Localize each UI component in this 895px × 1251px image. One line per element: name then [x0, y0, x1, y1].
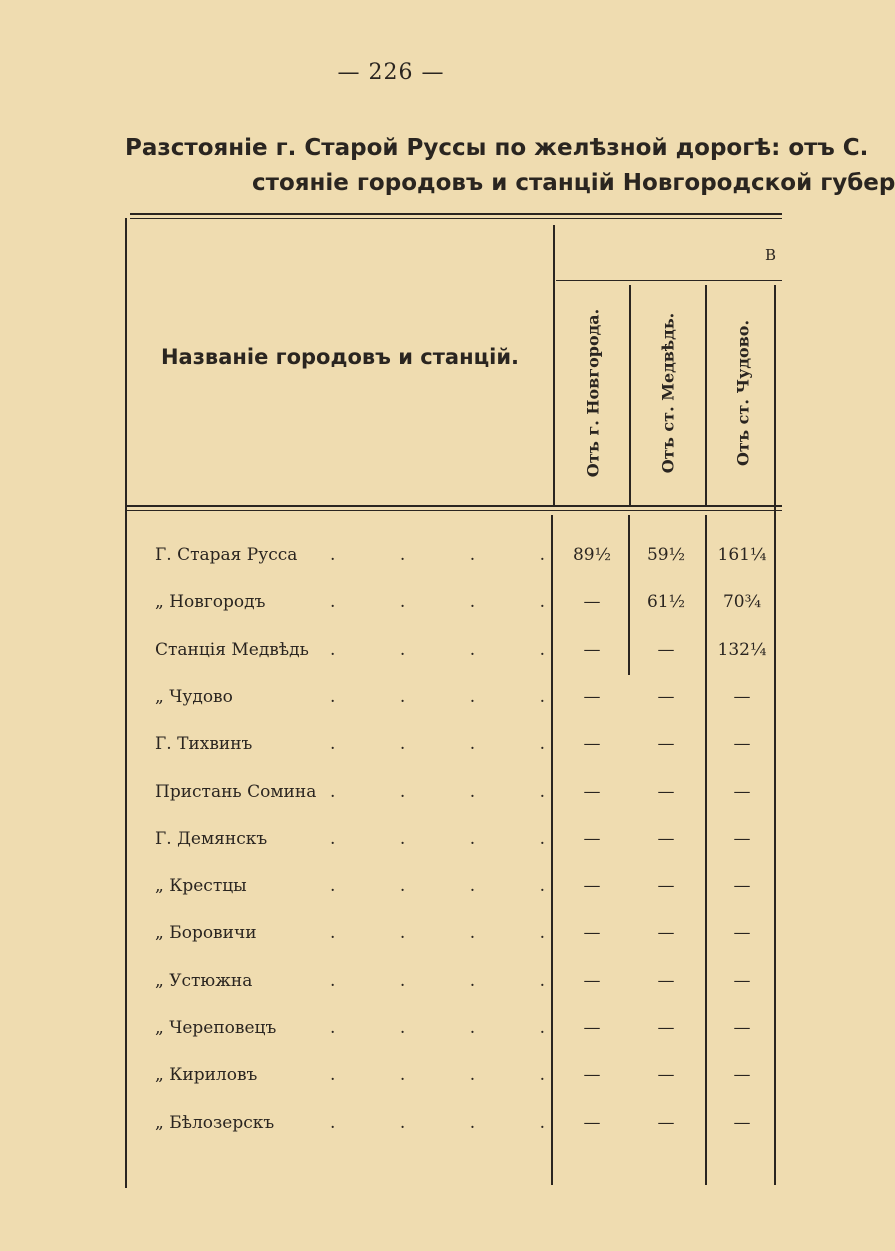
row-cell-c2: — [657, 1065, 675, 1086]
row-cell-c2: — [657, 686, 675, 707]
row-name: „ Боровичи [155, 923, 257, 944]
table-row [0, 829, 782, 859]
header-col-medved: Отъ ст. Медвѣдь. [658, 312, 678, 473]
row-name: Г. Старая Русса [155, 545, 298, 565]
row-name: Станція Медвѣдь [155, 639, 309, 660]
title-line-2: стояніе городовъ и станцій Новгородской губер [252, 170, 895, 196]
row-cell-c1: — [583, 781, 601, 802]
row-cell-c3: — [733, 970, 751, 991]
row-cell-c1: — [583, 686, 601, 707]
row-cell-c1: — [583, 1018, 601, 1038]
row-cell-c1: — [583, 1065, 601, 1086]
leader-dots: . . . . [330, 734, 545, 755]
row-cell-c2: — [657, 1112, 675, 1133]
table-row [0, 734, 782, 764]
leader-dots: . . . . [330, 923, 545, 944]
row-cell-c3: 132¼ [717, 639, 767, 660]
row-cell-c1: — [583, 923, 601, 944]
table-row [0, 640, 782, 670]
row-cell-c2: — [657, 828, 675, 849]
table-top-rule [130, 213, 782, 215]
table-row [0, 545, 782, 575]
row-cell-c2: — [657, 781, 675, 802]
row-cell-c3: — [733, 876, 751, 897]
row-cell-c1: — [583, 970, 601, 991]
row-cell-c2: 59½ [646, 545, 686, 565]
page-number: — 226 — [337, 60, 445, 85]
row-cell-c1: — [583, 639, 601, 660]
row-cell-c1: — [583, 1112, 601, 1133]
table-row [0, 1065, 782, 1095]
table-top-rule-2 [130, 218, 782, 219]
row-cell-c3: — [733, 1065, 751, 1086]
table-row [0, 782, 782, 812]
leader-dots: . . . . [330, 592, 545, 613]
leader-dots: . . . . [330, 970, 545, 991]
header-bottom-rule-2 [125, 510, 782, 511]
header-col-novgorod: Отъ г. Новгорода. [583, 308, 603, 477]
leader-dots: . . . . [330, 545, 545, 565]
title-line-1: Разстояніе г. Старой Руссы по желѣзной дорогѣ: отъ С. [125, 135, 869, 161]
header-names-column: Названіе городовъ и станцій. [160, 345, 520, 369]
row-cell-c1: — [583, 734, 601, 755]
header-bottom-rule [125, 505, 782, 507]
row-cell-c3: — [733, 828, 751, 849]
row-name: Пристань Сомина [155, 781, 317, 802]
row-cell-c2: — [657, 1018, 675, 1038]
row-cell-c2: — [657, 734, 675, 755]
row-cell-c3: — [733, 1112, 751, 1133]
row-cell-c1: — [583, 592, 601, 613]
row-cell-c1: — [583, 828, 601, 849]
table-row [0, 687, 782, 717]
leader-dots: . . . . [330, 828, 545, 849]
table-row [0, 1113, 782, 1143]
row-cell-c3: — [733, 734, 751, 755]
row-cell-c1: 89½ [572, 545, 612, 565]
row-cell-c2: — [657, 639, 675, 660]
row-cell-c3: 161¼ [717, 545, 767, 565]
row-name: „ Устюжна [155, 970, 253, 991]
table-row [0, 1018, 782, 1048]
row-name: „ Чудово [155, 686, 233, 707]
header-sub-rule [556, 280, 782, 281]
leader-dots: . . . . [330, 686, 545, 707]
row-name: „ Новгородъ [155, 592, 266, 613]
row-name: Г. Тихвинъ [155, 734, 253, 755]
row-name: „ Череповецъ [155, 1018, 277, 1038]
leader-dots: . . . . [330, 781, 545, 802]
header-col-chudovo: Отъ ст. Чудово. [733, 319, 753, 466]
header-group-letter: В [765, 246, 777, 264]
leader-dots: . . . . [330, 1065, 545, 1086]
row-cell-c3: — [733, 923, 751, 944]
row-cell-c3: — [733, 1018, 751, 1038]
row-cell-c2: 61½ [646, 592, 686, 613]
table-row [0, 592, 782, 622]
row-name: „ Кириловъ [155, 1065, 258, 1086]
col-divider-names [553, 225, 555, 505]
row-cell-c3: 70¾ [722, 592, 762, 613]
leader-dots: . . . . [330, 1018, 545, 1038]
row-cell-c3: — [733, 686, 751, 707]
table-row [0, 923, 782, 953]
row-name: Г. Демянскъ [155, 828, 268, 849]
leader-dots: . . . . [330, 876, 545, 897]
leader-dots: . . . . [330, 639, 545, 660]
table-row [0, 971, 782, 1001]
row-cell-c3: — [733, 781, 751, 802]
row-cell-c2: — [657, 876, 675, 897]
row-cell-c2: — [657, 923, 675, 944]
row-name: „ Бѣлозерскъ [155, 1112, 275, 1133]
row-name: „ Крестцы [155, 876, 247, 897]
leader-dots: . . . . [330, 1112, 545, 1133]
row-cell-c1: — [583, 876, 601, 897]
table-row [0, 876, 782, 906]
row-cell-c2: — [657, 970, 675, 991]
